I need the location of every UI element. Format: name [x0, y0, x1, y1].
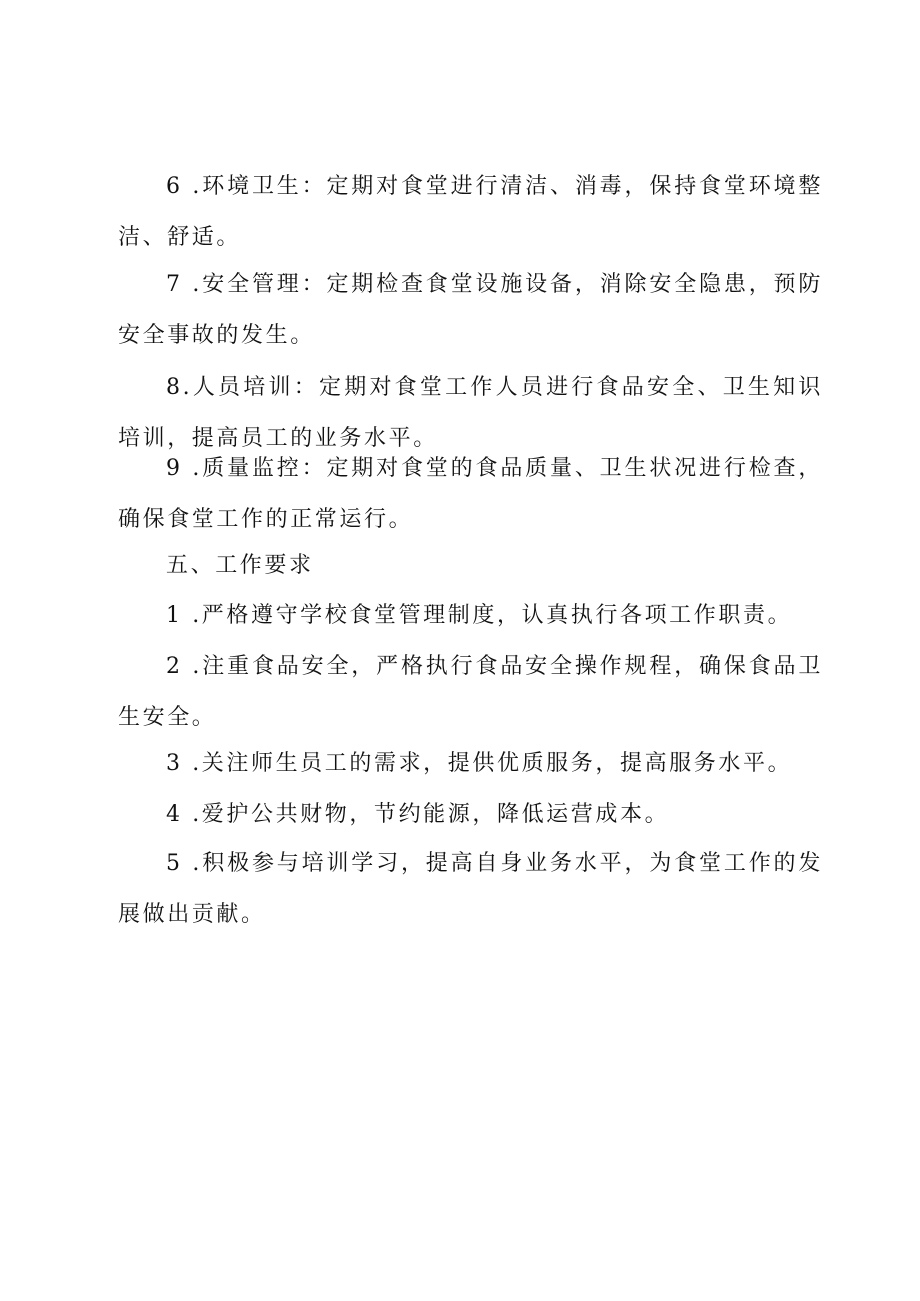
- requirement-item-4: 4 .爱护公共财物，节约能源，降低运营成本。: [166, 802, 670, 827]
- section-heading-work-requirements: 五、工作要求: [166, 553, 314, 578]
- paragraph-item-7-safety: 7 .安全管理：定期检查食堂设施设备，消除安全隐患，预防安全事故的发生。: [118, 272, 823, 348]
- paragraph-item-9-quality: 9 .质量监控：定期对食堂的食品质量、卫生状况进行检查，确保食堂工作的正常运行。: [118, 456, 823, 532]
- requirement-item-1: 1 .严格遵守学校食堂管理制度，认真执行各项工作职责。: [166, 603, 793, 628]
- requirement-item-5: 5 .积极参与培训学习，提高自身业务水平，为食堂工作的发展做出贡献。: [118, 851, 823, 927]
- requirement-item-3: 3 .关注师生员工的需求，提供优质服务，提高服务水平。: [166, 751, 793, 776]
- requirement-item-2: 2 .注重食品安全，严格执行食品安全操作规程，确保食品卫生安全。: [118, 654, 823, 730]
- paragraph-item-6-environment: 6 .环境卫生：定期对食堂进行清洁、消毒，保持食堂环境整洁、舒适。: [118, 174, 823, 250]
- paragraph-item-8-training: 8.人员培训：定期对食堂工作人员进行食品安全、卫生知识培训，提高员工的业务水平。: [118, 375, 823, 451]
